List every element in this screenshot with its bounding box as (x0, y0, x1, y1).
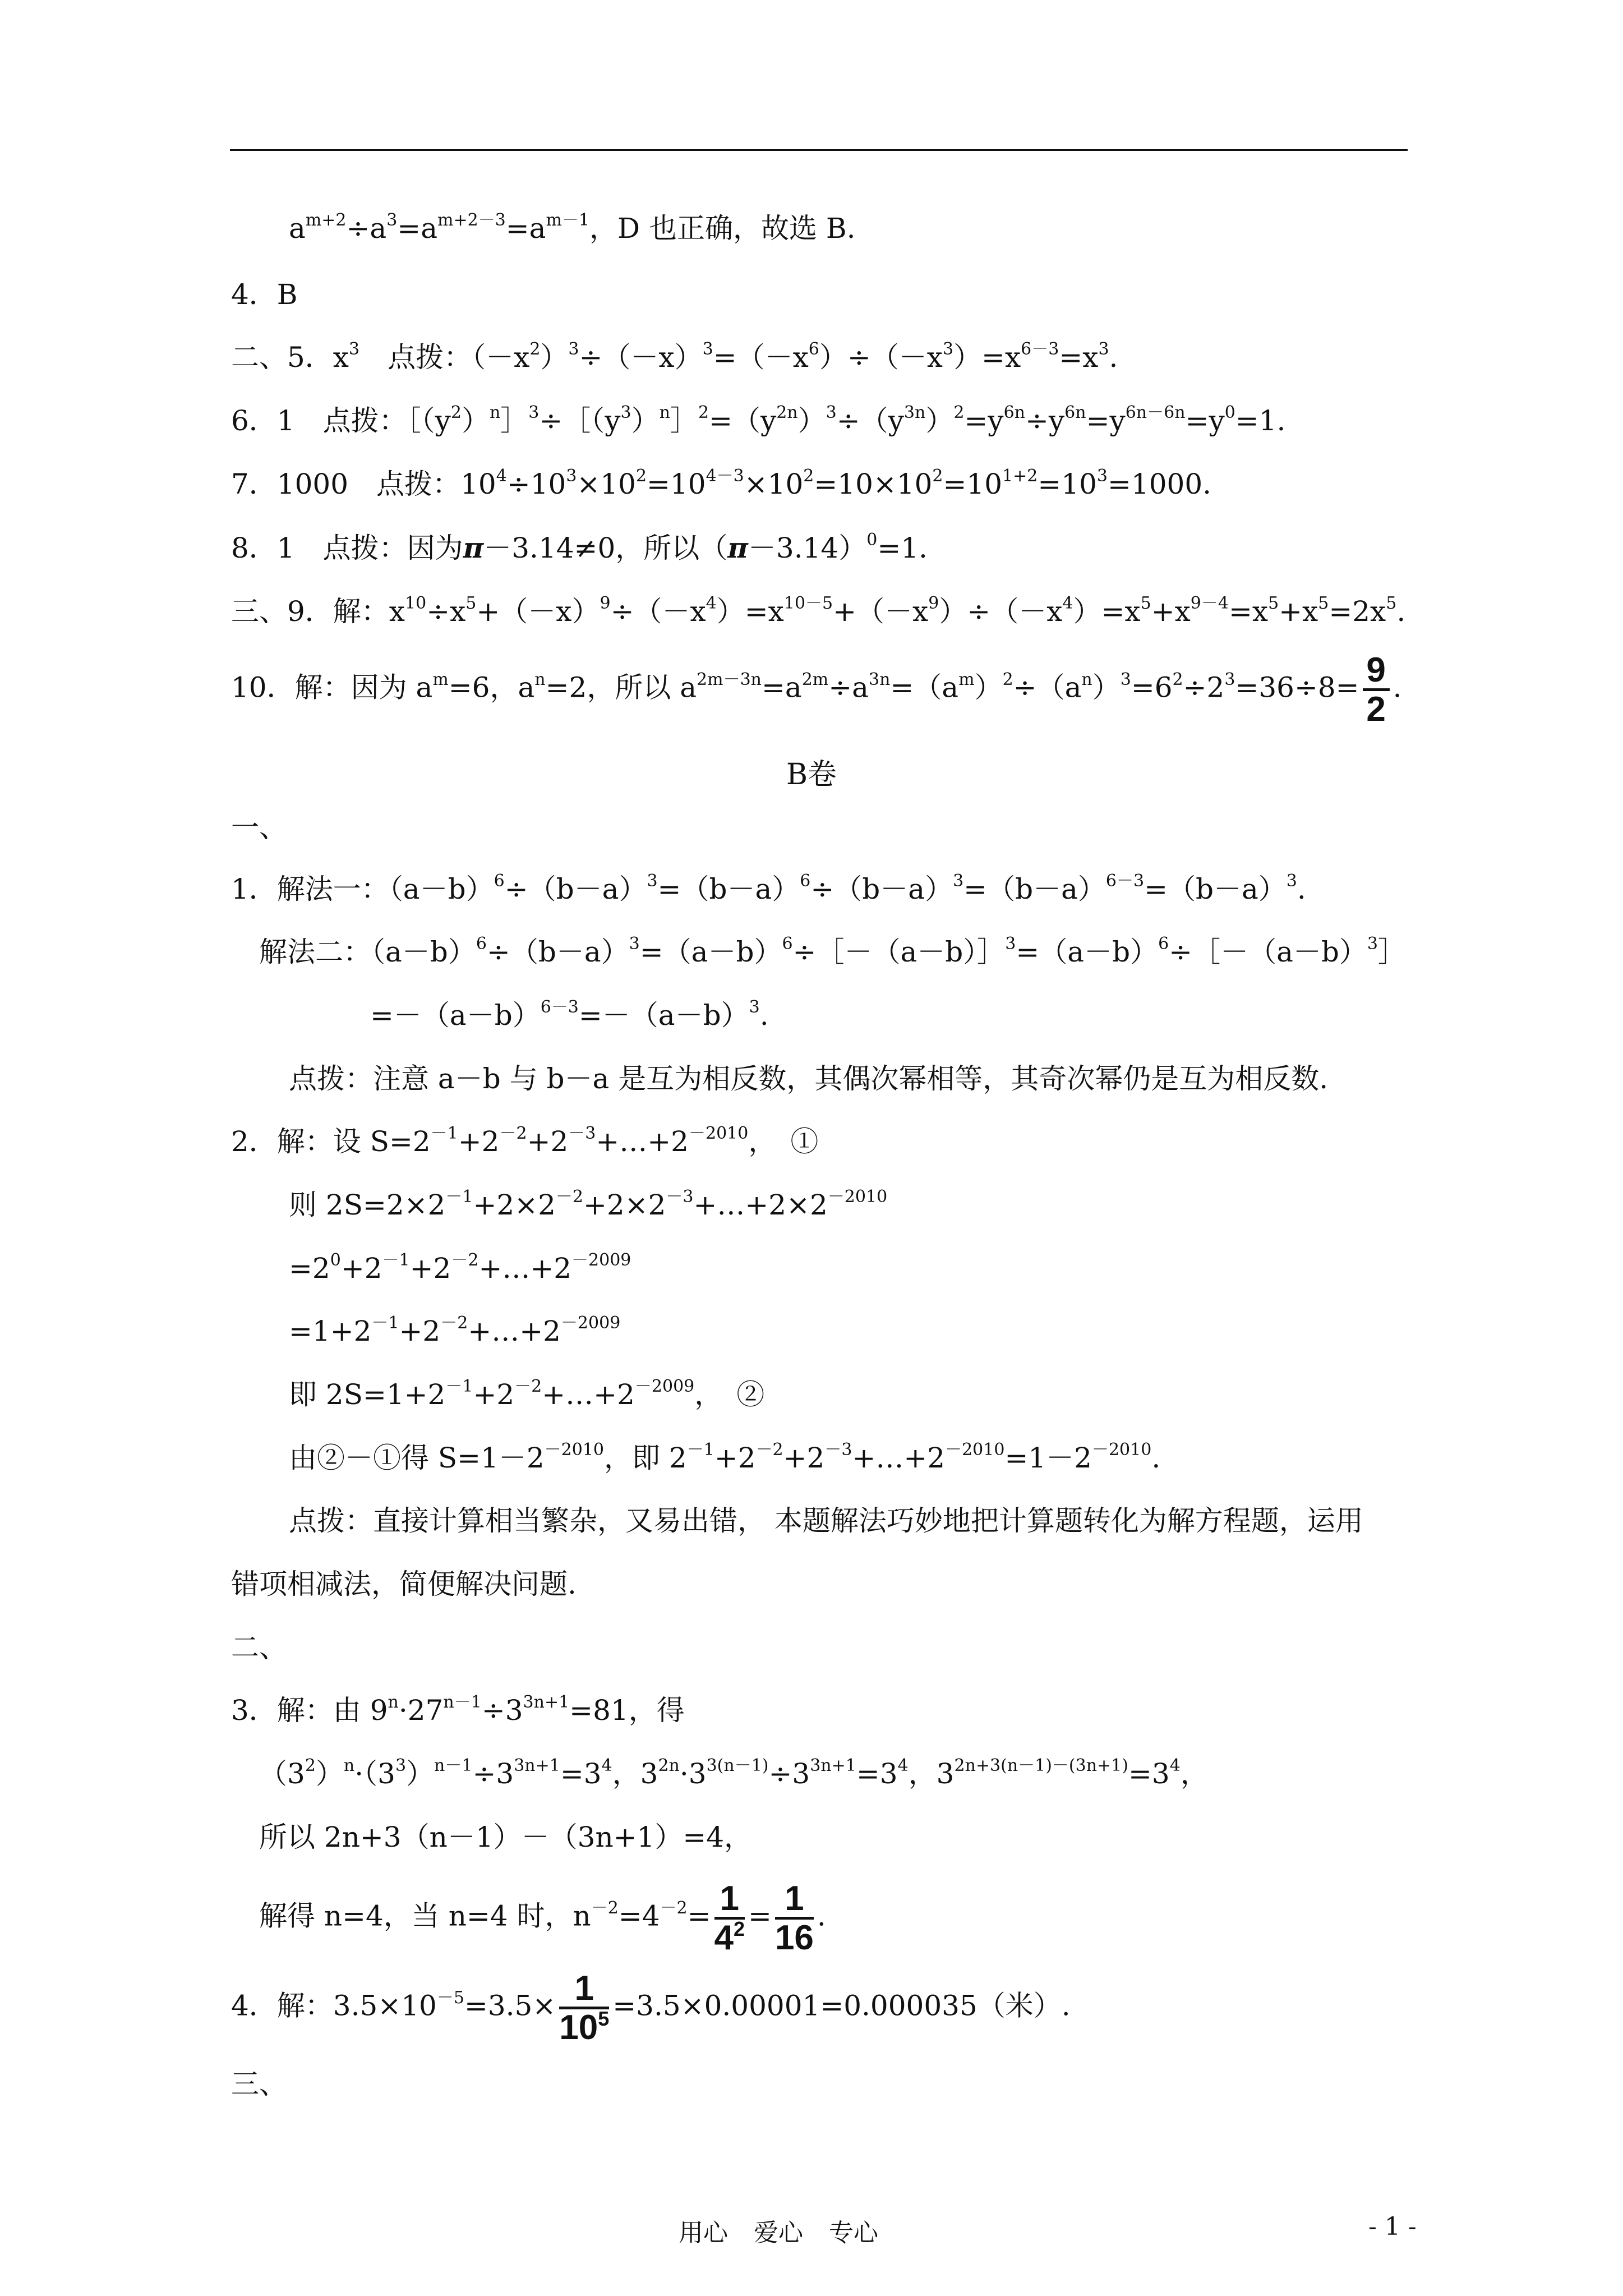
line-4: 6．1 点拨：$[(y^2)^n]^3\div[(y^3)^n]^2=(y^{2n})^3\div(y^{3n})^2=y^{6n}\div y^{6n}=y^{6n-6n}=y^0=1$. (231, 403, 1286, 437)
line-12: $=-(a-b)^{6-3}=-(a-b)^3$. (370, 997, 769, 1032)
line-26: 解得 n=4，当 n=4 时，$n^{-2}=4^{-2}=$ 1 $4^2$ = 1 16 . (259, 1879, 826, 1958)
header-rule (230, 149, 1408, 151)
line-2: 4．B (231, 278, 298, 311)
line-25: 所以 2n+3（n－1）－（3n+1）=4， (259, 1821, 753, 1853)
line-15: 则 $2S=2\times 2^{-1}+2\times 2^{-2}+2\times 2^{-3}+\dots+2\times 2^{-2010}$ (289, 1187, 888, 1221)
line-3: 二、5．$x^3$ 点拨：$(-x^2)^3\div(-x)^3=(-x^6)\div(-x^3)=x^{6-3}=x^3$. (231, 339, 1118, 374)
line-18: 即 $2S=1+2^{-1}+2^{-2}+\dots+2^{-2009}$， ② (289, 1377, 765, 1411)
line-27: 4．解：$3.5\times 10^{-5}=3.5\times$ 1 $10^5$ =3.5×0.00001=0.000035（米）. (231, 1969, 1071, 2047)
line-10: 1．解法一：$(a-b)^6\div(b-a)^3=(b-a)^6\div(b-a)^3=(b-a)^{6-3}=(b-a)^3$. (231, 871, 1306, 905)
line-9: 一、 (231, 811, 287, 844)
section-title: B卷 (786, 758, 837, 792)
line-5: 7．1000 点拨：$10^4\div 10^3\times 10^2=10^{4-3}\times 10^2=10\times 10^2=10^{1+2}=10^3=1000$. (231, 466, 1212, 500)
page-footer: 用心 爱心 专心 (679, 2219, 878, 2247)
line-7: 三、9．解：$x^{10}\div x^5+(-x)^9\div(-x^4)=x^{10-5}+(-x^9)\div(-x^4)=x^5+x^{9-4}=x^5+x^5=2x^5$. (231, 593, 1406, 628)
line-19: 由②－①得 $S=1-2^{-2010}$，即 $2^{-1}+2^{-2}+2^{-3}+\dots+2^{-2010}=1-2^{-2010}$. (289, 1440, 1161, 1474)
line-16: $=2^0+2^{-1}+2^{-2}+\dots+2^{-2009}$ (289, 1250, 631, 1285)
line-24: $(3^2)^n\cdot(3^3)^{n-1}\div 3^{3n+1}=3^4$，$3^{2n}\cdot 3^{3(n-1)}\div 3^{3n+1}=3^4$，$3^{2n+3(n-1)-(3n+1)}=3^4$， (259, 1756, 1209, 1790)
line-21: 错项相减法，简便解决问题. (231, 1568, 577, 1600)
line-6: 8．1 点拨：因为π－3.14≠0，所以$(\pi-3.14)^0=1$. (231, 530, 928, 564)
line-28: 三、 (231, 2068, 287, 2100)
line-22: 二、 (231, 1631, 287, 1664)
line-11: 解法二：$(a-b)^6\div(b-a)^3=(a-b)^6\div[-(a-b)]^3=(a-b)^6\div[-(a-b)^3]$ (259, 934, 1406, 968)
line-14: 2．解：设 $S=2^{-1}+2^{-2}+2^{-3}+\dots+2^{-2010}$， ① (231, 1124, 819, 1158)
line-23: 3．解：由 $9^n\cdot 27^{n-1}\div 3^{3n+1}=81$，得 (231, 1692, 685, 1727)
line-17: $=1+2^{-1}+2^{-2}+\dots+2^{-2009}$ (289, 1313, 621, 1347)
page-number: - 1 - (1368, 2212, 1417, 2241)
line-20: 点拨：直接计算相当繁杂，又易出错， 本题解法巧妙地把计算题转化为解方程题，运用 (289, 1504, 1363, 1537)
line-1: $a^{m+2}\div a^3=a^{m+2-3}=a^{m-1}$，D 也正确，故选 B. (289, 210, 856, 245)
line-13: 点拨：注意 a－b 与 b－a 是互为相反数，其偶次幂相等，其奇次幂仍是互为相反数. (289, 1062, 1329, 1095)
line-8: 10．解：因为 $a^m=6$，$a^n=2$，所以 $a^{2m-3n}=a^{2m}\div a^{3n}=(a^m)^2\div(a^n)^3=6^2\div 2^3=36\div 8=$ 9 2 . (231, 651, 1402, 729)
